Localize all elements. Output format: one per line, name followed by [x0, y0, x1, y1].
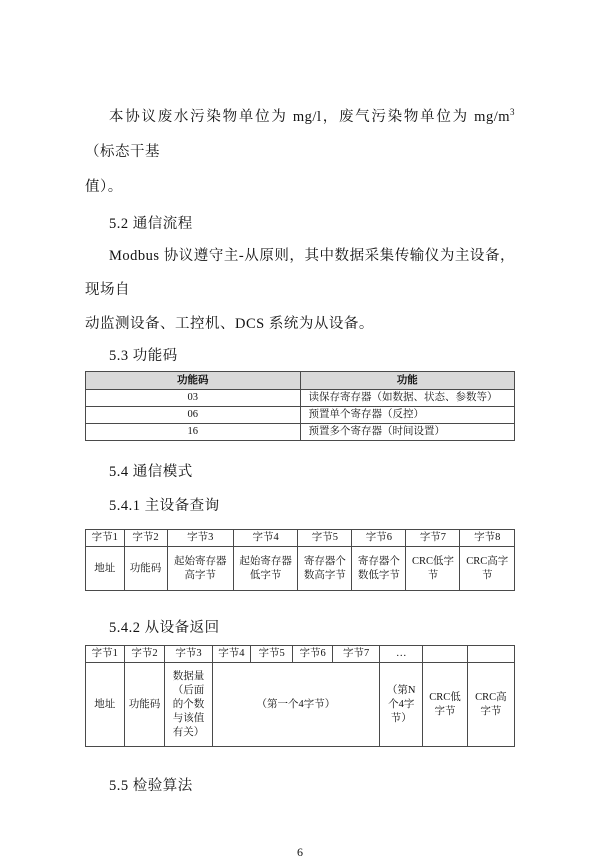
byte-header: 字节1: [86, 646, 125, 663]
byte-header: 字节3: [165, 646, 212, 663]
byte-header-ellipsis: …: [380, 646, 423, 663]
intro-line2: 值）。: [85, 179, 123, 195]
section-heading-5-4: 5.4 通信模式: [109, 464, 193, 480]
byte-header: 字节3: [167, 530, 233, 547]
function-code-cell: 03: [86, 390, 301, 407]
byte-value-cell-span: （第一个4字节）: [212, 663, 380, 747]
table-row: [86, 424, 515, 441]
function-desc-cell: 读保存寄存器（如数据、状态、参数等）: [300, 390, 515, 407]
byte-header: 字节8: [460, 530, 515, 547]
byte-header-empty: [423, 646, 468, 663]
master-query-table: [85, 529, 515, 591]
byte-value-cell: CRC低字节: [406, 547, 460, 591]
intro-paragraph: [85, 100, 515, 205]
slave-return-data-row: [86, 663, 515, 747]
page-number: 6: [297, 845, 303, 859]
byte-header: 字节6: [293, 646, 333, 663]
table-row: [86, 407, 515, 424]
intro-line1-end: （标态干基: [85, 144, 160, 160]
master-query-data-row: [86, 547, 515, 591]
intro-line1: 本协议废水污染物单位为 mg/l，废气污染物单位为 mg/m: [109, 109, 510, 125]
function-code-table: [85, 371, 515, 441]
byte-header: 字节4: [212, 646, 251, 663]
section-heading-5-3: 5.3 功能码: [109, 348, 178, 364]
function-table-header-function: 功能: [300, 372, 515, 390]
byte-header: 字节7: [406, 530, 460, 547]
byte-value-cell: CRC高字节: [467, 663, 514, 747]
function-table-header-row: [86, 372, 515, 390]
modbus-paragraph: [85, 239, 515, 341]
byte-header: 字节2: [124, 530, 167, 547]
byte-header: 字节7: [333, 646, 380, 663]
byte-value-cell: CRC高字节: [460, 547, 515, 591]
function-table-header-code: 功能码: [86, 372, 301, 390]
byte-value-cell: 功能码: [124, 547, 167, 591]
modbus-line2: 动监测设备、工控机、DCS 系统为从设备。: [85, 316, 374, 332]
byte-header-empty: [467, 646, 514, 663]
byte-header: 字节2: [124, 646, 165, 663]
slave-return-header-row: [86, 646, 515, 663]
byte-header: 字节1: [86, 530, 125, 547]
byte-value-cell: （第N个4字节）: [380, 663, 423, 747]
byte-value-cell: 起始寄存器低字节: [233, 547, 297, 591]
function-code-cell: 06: [86, 407, 301, 424]
unit-superscript: 3: [510, 107, 515, 118]
slave-return-table: [85, 645, 515, 747]
function-desc-cell: 预置单个寄存器（反控）: [300, 407, 515, 424]
section-heading-5-2: 5.2 通信流程: [109, 216, 193, 232]
byte-value-cell: CRC低字节: [423, 663, 468, 747]
modbus-line1: Modbus 协议遵守主-从原则，其中数据采集传输仪为主设备，现场自: [85, 248, 515, 298]
byte-header: 字节5: [251, 646, 293, 663]
byte-header: 字节4: [233, 530, 297, 547]
byte-value-cell: 起始寄存器高字节: [167, 547, 233, 591]
byte-value-cell: 寄存器个数高字节: [298, 547, 352, 591]
section-heading-5-4-1: 5.4.1 主设备查询: [109, 498, 220, 514]
table-row: [86, 390, 515, 407]
function-code-cell: 16: [86, 424, 301, 441]
function-desc-cell: 预置多个寄存器（时间设置）: [300, 424, 515, 441]
byte-value-cell: 地址: [86, 547, 125, 591]
byte-value-cell: 地址: [86, 663, 125, 747]
byte-header: 字节6: [352, 530, 406, 547]
byte-value-cell: 数据量（后面的个数与该值有关）: [165, 663, 212, 747]
section-heading-5-4-2: 5.4.2 从设备返回: [109, 620, 220, 636]
byte-value-cell: 寄存器个数低字节: [352, 547, 406, 591]
section-heading-5-5: 5.5 检验算法: [109, 778, 193, 794]
byte-header: 字节5: [298, 530, 352, 547]
byte-value-cell: 功能码: [124, 663, 165, 747]
master-query-header-row: [86, 530, 515, 547]
